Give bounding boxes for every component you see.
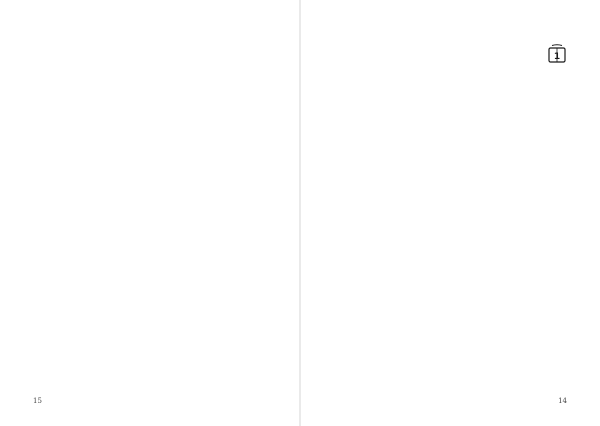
book-badge-icon	[548, 44, 566, 64]
page-gutter	[299, 0, 301, 426]
right-page-footer	[540, 397, 567, 405]
right-body-text	[318, 44, 430, 360]
page-number-left: 15	[33, 397, 42, 405]
left-body-text	[84, 44, 289, 360]
page-number-right: 14	[558, 397, 567, 405]
chapter-title	[542, 70, 564, 192]
footnotes	[48, 44, 74, 360]
chapter-subtitle	[519, 70, 533, 370]
chapter-number: 1	[553, 52, 561, 62]
left-page-footer	[33, 397, 60, 405]
section-heading	[432, 44, 446, 174]
